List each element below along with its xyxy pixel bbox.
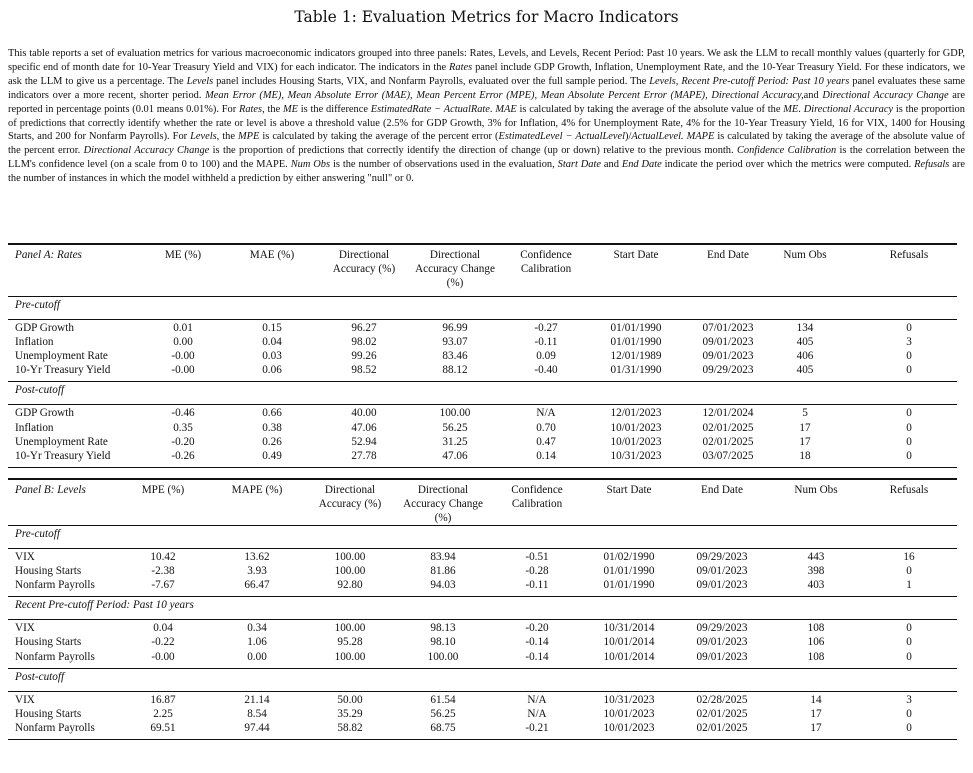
group-label: Post-cutoff (15, 384, 65, 397)
table-cell: 47.06 (351, 421, 377, 434)
row-label: VIX (15, 622, 35, 635)
table-cell: 01/01/1990 (603, 579, 655, 592)
table-cell: 10/01/2023 (610, 421, 662, 434)
table-cell: 0 (906, 707, 912, 720)
description-italic-term: ActualLevel. (631, 131, 684, 143)
table-cell: 100.00 (334, 622, 366, 635)
column-header: Directional Accuracy Change (%) (403, 484, 483, 524)
row-label: Nonfarm Payrolls (15, 579, 95, 592)
description-italic-term: Directional Accuracy Change (83, 145, 210, 157)
table-cell: -0.00 (171, 350, 195, 363)
table-cell: 100.00 (334, 565, 366, 578)
table-cell: 100.00 (334, 650, 366, 663)
column-header: MAPE (%) (231, 484, 283, 496)
table-cell: 0.14 (536, 449, 556, 462)
description-text: , the (216, 131, 238, 143)
row-label: Unemployment Rate (15, 350, 108, 363)
table-cell: 97.44 (244, 721, 270, 734)
table-cell: 10/01/2014 (603, 636, 655, 649)
table-cell: 31.25 (442, 435, 468, 448)
table-cell: 10/01/2023 (603, 707, 655, 720)
table-rule (8, 691, 957, 692)
table-cell: 12/01/2023 (610, 407, 662, 420)
table-cell: 108 (807, 650, 825, 663)
description-text: This table reports a set of evaluation metrics for various macroeconomic indicators grouped into three panels: Rates, Levels, and Levels, Recent Period: Past 10 years. We ask the LLM to recall monthly values (quarterly for GDP, specific end of month date for 10-Year Treasury Yield and VIX) for each indicator. The indicators in the (8, 48, 965, 73)
table-cell: 09/01/2023 (702, 336, 754, 349)
table-cell: 88.12 (442, 364, 468, 377)
row-label: Inflation (15, 336, 54, 349)
description-italic-term: Levels (190, 131, 217, 143)
table-cell: -0.21 (525, 721, 549, 734)
table-cell: 83.94 (430, 551, 456, 563)
table-rule (8, 548, 957, 549)
table-cell: 01/01/1990 (610, 336, 662, 349)
description-text: and (803, 89, 823, 101)
table-cell: 405 (796, 364, 814, 377)
table-cell: 0 (906, 322, 912, 334)
group-label: Pre-cutoff (15, 299, 60, 311)
table-cell: 0 (906, 407, 912, 420)
table-cell: 58.82 (337, 721, 363, 734)
table-cell: 83.46 (442, 350, 468, 363)
column-header: ME (%) (164, 249, 202, 261)
row-label: Housing Starts (15, 636, 82, 649)
table-cell: -0.40 (534, 364, 558, 377)
table-cell: 09/29/2023 (696, 551, 748, 563)
table-cell: -0.00 (151, 650, 175, 663)
table-cell: 0.35 (173, 421, 193, 434)
table-cell: 17 (810, 721, 822, 734)
table-cell: 100.00 (427, 650, 459, 663)
description-italic-term: Refusals (914, 159, 950, 171)
table-cell: 95.28 (337, 636, 363, 649)
table-cell: 0.34 (247, 622, 267, 635)
column-header: Confidence Calibration (511, 484, 563, 510)
table-cell: -0.27 (534, 322, 558, 334)
table-cell: 01/02/1990 (603, 551, 655, 563)
table-cell: -0.28 (525, 565, 549, 578)
description-text: is the correlation between the LLM's confidence level (on a scale from 0 to 100) and the MAPE. (8, 145, 965, 171)
table-cell: 0.38 (262, 421, 282, 434)
column-header: End Date (707, 249, 749, 261)
table-rule (8, 319, 957, 320)
table-cell: 07/01/2023 (702, 322, 754, 334)
table-rule (8, 404, 957, 405)
table-cell: N/A (527, 707, 547, 720)
table-rule (8, 381, 957, 382)
table-rule (8, 668, 957, 669)
table-rule (8, 296, 957, 297)
table-cell: 09/29/2023 (696, 622, 748, 635)
table-cell: 66.47 (244, 579, 270, 592)
table-cell: 106 (807, 636, 825, 649)
table-cell: 01/01/1990 (603, 565, 655, 578)
panel-title: Panel B: Levels (15, 484, 86, 496)
table-cell: 1.06 (247, 636, 267, 649)
group-label: Pre-cutoff (15, 528, 60, 540)
table-cell: 0 (906, 421, 912, 434)
table-caption: Table 1: Evaluation Metrics for Macro Indicators (294, 8, 679, 26)
table-cell: 0.01 (173, 322, 193, 334)
table-cell: -0.20 (525, 622, 549, 635)
table-cell: 14 (810, 693, 822, 706)
table-cell: 0.47 (536, 435, 556, 448)
table-cell: 8.54 (247, 707, 267, 720)
description-italic-term: Num Obs (290, 159, 331, 171)
description-text: are reported in percentage points (0.01 means 0.01%). For (8, 89, 965, 115)
description-italic-term: Confidence Calibration (736, 145, 837, 157)
table-cell: 21.14 (244, 693, 270, 706)
table-description (8, 47, 965, 186)
table-cell: 40.00 (351, 407, 377, 420)
table-cell: 100.00 (439, 407, 471, 420)
table-cell: 0.49 (262, 449, 282, 462)
row-label: VIX (15, 693, 35, 706)
table-cell: N/A (536, 407, 556, 420)
table-cell: 01/31/1990 (610, 364, 662, 377)
description-italic-term: Directional Accuracy Change (822, 89, 949, 101)
table-cell: -0.22 (151, 636, 175, 649)
table-cell: 09/01/2023 (696, 565, 748, 578)
table-cell: 0.00 (247, 650, 267, 663)
table-rule (8, 619, 957, 620)
description-italic-term: EstimatedRate − ActualRate (370, 103, 490, 115)
table-cell: 17 (810, 707, 822, 720)
table-cell: 0 (906, 350, 912, 363)
table-cell: 16 (903, 551, 915, 563)
table-cell: 405 (796, 336, 814, 349)
table-cell: 69.51 (150, 721, 176, 734)
table-cell: 98.10 (430, 636, 456, 649)
table-cell: 108 (807, 622, 825, 635)
table-cell: 10/31/2014 (603, 622, 655, 635)
table-cell: 443 (807, 551, 825, 563)
table-cell: 27.78 (351, 449, 377, 462)
table-cell: 09/01/2023 (702, 350, 754, 363)
table-cell: 09/01/2023 (696, 579, 748, 592)
table-cell: 02/01/2025 (696, 707, 748, 720)
table-cell: 406 (796, 350, 814, 363)
table-cell: 0.26 (262, 435, 282, 448)
row-label: GDP Growth (15, 322, 74, 334)
description-text: are the number of instances in which the model withheld a prediction by either answering "null" or 0. (8, 159, 965, 185)
table-cell: -7.67 (151, 579, 175, 592)
column-header: Num Obs (794, 484, 838, 496)
table-cell: -0.00 (171, 364, 195, 377)
table-cell: 02/01/2025 (696, 721, 748, 734)
description-text: panel evaluates these same indicators over a more recent, shorter period. (8, 75, 966, 101)
column-header: Directional Accuracy (%) (318, 484, 382, 510)
row-label: Housing Starts (15, 707, 82, 720)
table-cell: 3 (906, 336, 912, 349)
table-cell: 0 (906, 565, 912, 578)
description-italic-term: ME (783, 103, 799, 115)
table-cell: -2.38 (151, 565, 175, 578)
table-cell: 17 (799, 435, 811, 448)
table-cell: 68.75 (430, 721, 456, 734)
table-cell: 13.62 (244, 551, 270, 563)
table-rule (8, 596, 957, 597)
table-cell: -0.11 (525, 579, 549, 592)
table-cell: 96.99 (442, 322, 468, 334)
table-cell: 0 (906, 636, 912, 649)
row-label: Nonfarm Payrolls (15, 650, 95, 663)
table-cell: 18 (799, 449, 811, 462)
table-cell: 56.25 (442, 421, 468, 434)
description-text: is calculated by taking the average of the absolute value of the (516, 103, 784, 115)
table-cell: 134 (796, 322, 814, 334)
table-cell: 96.27 (351, 322, 377, 334)
table-cell: 02/28/2025 (696, 693, 748, 706)
description-text: is the number of observations used in the evaluation, (330, 159, 558, 171)
table-cell: 02/01/2025 (702, 421, 754, 434)
description-italic-term: End Date (621, 159, 662, 171)
table-cell: 17 (799, 421, 811, 434)
table-cell: 81.86 (430, 565, 456, 578)
table-cell: 3.93 (247, 565, 267, 578)
table-cell: 10/01/2023 (610, 435, 662, 448)
table-cell: 0.04 (262, 336, 282, 349)
description-text: , the (262, 103, 283, 115)
table-cell: 0.15 (262, 322, 282, 334)
column-header: MPE (%) (141, 484, 185, 496)
row-label: VIX (15, 551, 35, 563)
table-cell: 10/31/2023 (610, 449, 662, 462)
description-text: )/ (625, 131, 632, 143)
table-cell: 09/01/2023 (696, 636, 748, 649)
description-italic-term: Levels (186, 75, 214, 87)
table-cell: 98.52 (351, 364, 377, 377)
group-label: Recent Pre-cutoff Period: Past 10 years (15, 599, 194, 612)
row-label: 10-Yr Treasury Yield (15, 364, 111, 377)
table-cell: 0.06 (262, 364, 282, 377)
table-cell: 16.87 (150, 693, 176, 706)
table-cell: 03/07/2025 (702, 449, 754, 462)
table-cell: 0 (906, 622, 912, 635)
description-text: is calculated by taking the average of the percent error ( (259, 131, 499, 143)
description-italic-term: ME (282, 103, 298, 115)
row-label: GDP Growth (15, 407, 74, 420)
table-cell: 0 (906, 721, 912, 734)
table-cell: -0.46 (171, 407, 195, 420)
table-cell: 61.54 (430, 693, 456, 706)
description-italic-term: MPE (238, 131, 260, 143)
table-cell: -0.51 (525, 551, 549, 563)
panel-title: Panel A: Rates (15, 249, 82, 261)
table-cell: 0 (906, 449, 912, 462)
table-cell: 0 (906, 650, 912, 663)
table-cell: -0.14 (525, 650, 549, 663)
description-text: . (489, 103, 496, 115)
column-header: MAE (%) (249, 249, 295, 261)
description-italic-term: Rates (449, 61, 473, 73)
description-italic-term: MAPE (686, 131, 715, 143)
table-cell: 09/01/2023 (696, 650, 748, 663)
table-cell: 99.26 (351, 350, 377, 363)
row-label: 10-Yr Treasury Yield (15, 449, 111, 462)
table-cell: 09/29/2023 (702, 364, 754, 377)
description-italic-term: Start Date (557, 159, 601, 171)
table-cell: 0.09 (536, 350, 556, 363)
description-italic-term: EstimatedLevel − ActualLevel (498, 131, 626, 143)
row-label: Inflation (15, 421, 54, 434)
column-header: Directional Accuracy (%) (332, 249, 396, 275)
table-rule (8, 525, 957, 526)
table-cell: 0.70 (536, 421, 556, 434)
table-cell: 92.80 (337, 579, 363, 592)
table-cell: 100.00 (334, 551, 366, 563)
description-text: is calculated by taking the average of the absolute value of the percent error. (8, 131, 965, 157)
column-header: Refusals (889, 249, 929, 261)
column-header: Start Date (606, 484, 652, 496)
table-cell: 0 (906, 435, 912, 448)
table-cell: 52.94 (351, 435, 377, 448)
column-header: End Date (701, 484, 743, 496)
row-label: Housing Starts (15, 565, 82, 578)
table-cell: 0.00 (173, 336, 193, 349)
table-cell: 94.03 (430, 579, 456, 592)
description-text: panel includes Housing Starts, VIX, and Nonfarm Payrolls, evaluated over the full sample period. The (213, 75, 650, 87)
table-cell: 35.29 (337, 707, 363, 720)
table-cell: N/A (527, 693, 547, 706)
table-rule (8, 243, 957, 245)
column-header: Directional Accuracy Change (%) (415, 249, 495, 289)
group-label: Post-cutoff (15, 670, 65, 683)
table-cell: 3 (906, 693, 912, 706)
table-cell: -0.26 (171, 449, 195, 462)
table-cell: 10/01/2014 (603, 650, 655, 663)
description-italic-term: Rates (239, 103, 263, 115)
description-italic-term: MAE (495, 103, 517, 115)
table-cell: 398 (807, 565, 825, 578)
table-cell: 12/01/2024 (702, 407, 754, 420)
description-text: is the proportion of predictions that correctly identify the direction of change (up or down) relative to the previous month. (209, 145, 737, 157)
table-cell: 5 (802, 407, 808, 420)
table-cell: -0.20 (171, 435, 195, 448)
description-text: is the difference (298, 103, 371, 115)
row-label: Nonfarm Payrolls (15, 721, 95, 734)
table-cell: 0 (906, 364, 912, 377)
description-text: panel include GDP Growth, Inflation, Unemployment Rate, and the 10-Year Treasury Yield. For these indicators, we ask the LLM to give us a percentage. The (8, 61, 965, 87)
table-cell: 2.25 (153, 707, 173, 720)
table-rule (8, 478, 957, 480)
description-text: and (600, 159, 622, 171)
column-header: Confidence Calibration (520, 249, 572, 275)
column-header: Start Date (613, 249, 659, 261)
column-header: Num Obs (783, 249, 827, 261)
table-cell: 0.66 (262, 407, 282, 420)
table-cell: 93.07 (442, 336, 468, 349)
table-cell: 01/01/1990 (610, 322, 662, 334)
table-cell: 10/01/2023 (603, 721, 655, 734)
description-text: indicate the period over which the metrics were computed. (661, 159, 915, 171)
table-cell: 403 (807, 579, 825, 592)
table-cell: 98.02 (351, 336, 377, 349)
table-rule (8, 739, 957, 741)
table-cell: -0.11 (534, 336, 558, 349)
table-cell: 02/01/2025 (702, 435, 754, 448)
description-text: is the proportion of predictions that correctly identify whether the rate or level is above a threshold value (2.5% for GDP Growth, 3% for Inflation, 4% for Unemployment Rate, 4% for the 10-Year Treasury Yield, 16 for VIX, 1400 for Housing Starts, and 200 for Nonfarm Payrolls). For (8, 103, 965, 143)
table-cell: 10.42 (150, 551, 176, 563)
table-cell: 56.25 (430, 707, 456, 720)
table-cell: 10/31/2023 (603, 693, 655, 706)
description-italic-term: Directional Accuracy (803, 103, 894, 115)
table-cell: 98.13 (430, 622, 456, 635)
description-italic-term: Mean Error (ME), Mean Absolute Error (MAE), Mean Percent Error (MPE), Mean Absolute Percent Error (MAPE), Directional Accuracy, (205, 89, 804, 101)
table-cell: 47.06 (442, 449, 468, 462)
description-text: . (798, 103, 804, 115)
table-cell: -0.14 (525, 636, 549, 649)
table-cell: 0.04 (153, 622, 173, 635)
description-italic-term: Levels, Recent Pre-cutoff Period: Past 10 years (649, 75, 850, 87)
table-cell: 50.00 (337, 693, 363, 706)
column-header: Refusals (889, 484, 929, 496)
table-cell: 1 (906, 579, 912, 592)
table-cell: 0.03 (262, 350, 282, 363)
table-cell: 12/01/1989 (610, 350, 662, 363)
table-rule (8, 467, 957, 469)
row-label: Unemployment Rate (15, 435, 108, 448)
